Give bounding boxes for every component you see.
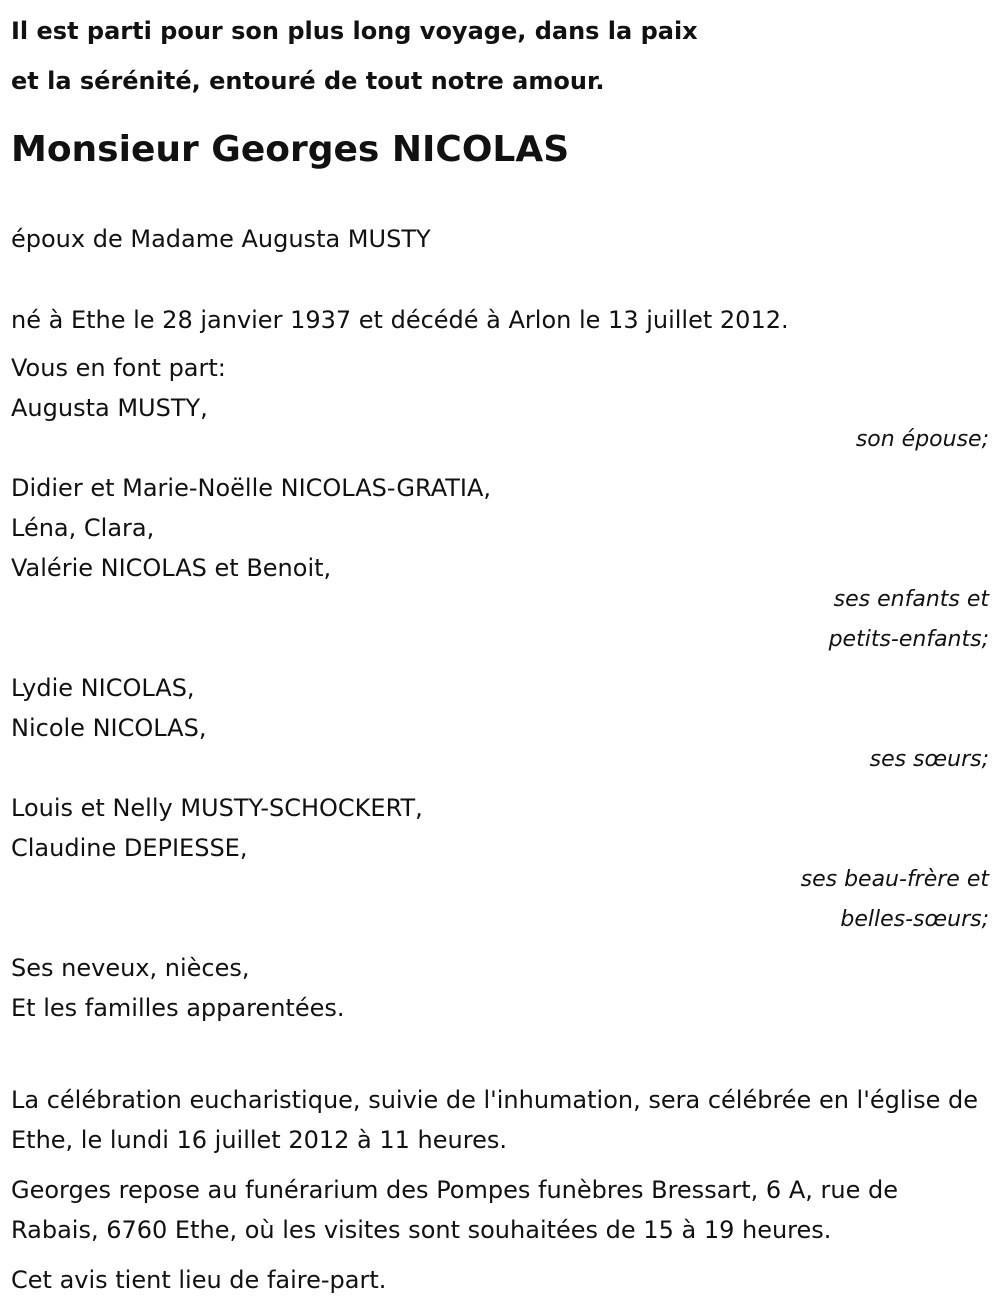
spouse-line: époux de Madame Augusta MUSTY xyxy=(11,225,431,253)
family-member: Léna, Clara, xyxy=(11,514,155,542)
family-member: Claudine DEPIESSE, xyxy=(11,834,248,862)
family-group xyxy=(11,468,989,660)
relation-label: petits-enfants; xyxy=(828,627,989,652)
family-member: Louis et Nelly MUSTY-SCHOCKERT, xyxy=(11,794,423,822)
family-group xyxy=(11,788,989,940)
intro-verse xyxy=(11,0,989,106)
family-group xyxy=(11,668,989,780)
birth-death-line: né à Ethe le 28 janvier 1937 et décédé à Arlon le 13 juillet 2012. xyxy=(11,306,789,334)
family-closing xyxy=(11,948,989,1028)
family-group xyxy=(11,388,989,460)
family-intro: Vous en font part: xyxy=(11,354,226,382)
family-member: Augusta MUSTY, xyxy=(11,394,208,422)
relation-label: ses beau-frère et xyxy=(800,867,989,892)
family-section xyxy=(11,348,989,1028)
ceremony-paragraph: La célébration eucharistique, suivie de l'inhumation, sera célébrée en l'église de Ethe, le lundi 16 juillet 2012 à 11 heures. xyxy=(11,1086,979,1154)
intro-line: Il est parti pour son plus long voyage, dans la paix xyxy=(11,17,698,45)
relation-label: ses enfants et xyxy=(833,587,989,612)
family-member: Valérie NICOLAS et Benoit, xyxy=(11,554,332,582)
family-member: Ses neveux, nièces, xyxy=(11,954,250,982)
intro-line: et la sérénité, entouré de tout notre amour. xyxy=(11,67,605,95)
funeral-home-paragraph: Georges repose au funérarium des Pompes funèbres Bressart, 6 A, rue de Rabais, 6760 Ethe, où les visites sont souhaitées de 15 à 19 heures. xyxy=(11,1176,898,1244)
family-member: Et les familles apparentées. xyxy=(11,994,345,1022)
notice-paragraph: Cet avis tient lieu de faire-part. xyxy=(11,1266,387,1294)
family-member: Nicole NICOLAS, xyxy=(11,714,207,742)
family-member: Didier et Marie-Noëlle NICOLAS-GRATIA, xyxy=(11,474,492,502)
relation-label: son épouse; xyxy=(855,427,989,452)
family-member: Lydie NICOLAS, xyxy=(11,674,195,702)
relation-label: ses sœurs; xyxy=(869,747,989,772)
deceased-name: Monsieur Georges NICOLAS xyxy=(11,129,570,170)
relation-label: belles-sœurs; xyxy=(840,907,989,932)
